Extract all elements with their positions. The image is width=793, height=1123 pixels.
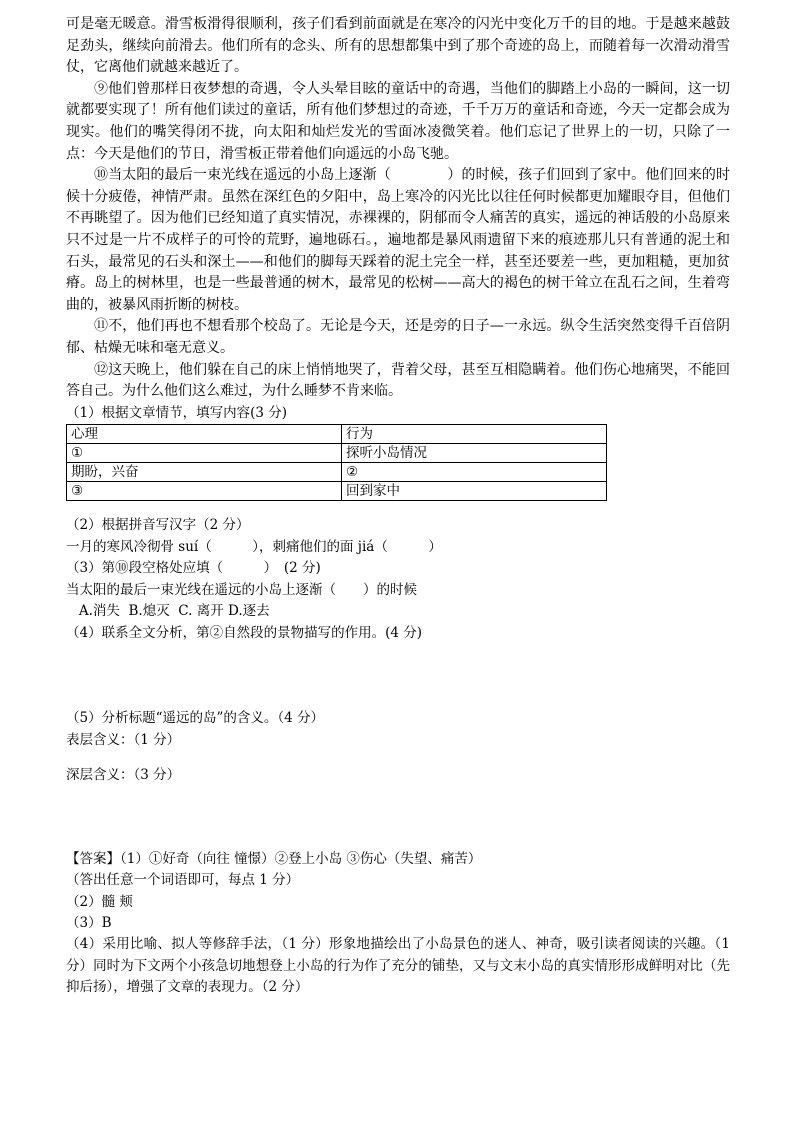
question-3-options: A.消失 B.熄灭 C. 离开 D.逐去	[66, 603, 270, 620]
question-2-line: 一月的寒风冷彻骨 suí（ ），刺痛他们的面 jiá（ ）	[66, 538, 442, 555]
table-cell: 回到家中	[342, 482, 607, 501]
answer-1: 【答案】（1）①好奇（向往 憧憬）②登上小岛 ③伤心（失望、痛苦）	[66, 850, 482, 867]
table-header-cell: 心理	[67, 425, 342, 444]
table-row	[67, 425, 607, 444]
table-cell: ③	[67, 482, 342, 501]
question-5-surface: 表层含义：（1 分）	[66, 731, 181, 748]
document-page	[66, 14, 730, 999]
question-3-line: 当太阳的最后一束光线在遥远的小岛上逐渐（ ）的时候	[66, 581, 417, 598]
table-row	[67, 463, 607, 482]
table-header-cell: 行为	[342, 425, 607, 444]
question-1: （1）根据文章情节，填写内容(3 分)	[66, 404, 288, 421]
answer-space	[66, 644, 730, 708]
passage-paragraph-11: ⑪不，他们再也不想看那个校岛了。无论是今天，还是旁的日子—一永远。纵令生活突然变得千百倍阴郁、枯燥无味和毫无意义。	[66, 318, 730, 356]
passage-paragraph-10: ⑩当太阳的最后一束光线在遥远的小岛上逐渐（ ）的时候，孩子们回到了家中。他们回来的时候十分疲倦，神情严肃。虽然在深红色的夕阳中，岛上寒冷的闪光比以往任何时候都更加耀眼夺目，但他们不再眺望了。因为他们已经知道了真实情况，赤裸裸的，阴郁而令人痛苦的真实，遥远的神话般的小岛原来只不过是一片不成样子的可怜的荒野，遍地砾石。，遍地都是暴风雨遗留下来的痕迹那儿只有普通的泥土和石头，最常见的石头和深土——和他们的脚每天踩着的泥土完全一样，甚至还要差一些，更加粗糙，更加贫瘠。岛上的树林里，也是一些最普通的树木，最常见的松树——高大的褐色的树干耸立在乱石之间，生着弯曲的，被暴风雨折断的树枝。	[66, 167, 730, 313]
passage-paragraph-12: ⑫这天晚上，他们躲在自己的床上悄悄地哭了，背着父母，甚至互相隐瞒着。他们伤心地痛哭，不能回答自己。为什么他们这么难过，为什么睡梦不肯来临。	[66, 361, 730, 400]
answer-4: （4）采用比喻、拟人等修辞手法，（1 分）形象地描绘出了小岛景色的迷人、神奇，吸引读者阅读的兴趣。（1 分）同时为下文两个小孩急切地想登上小岛的行为作了充分的铺垫，又与文末小岛的真实情形形成鲜明对比（先抑后扬），增强了文章的表现力。（2 分）	[66, 936, 730, 996]
passage-paragraph-continued: 可是毫无暖意。滑雪板滑得很顺利，孩子们看到前面就是在寒冷的闪光中变化万千的目的地。于是越来越鼓足劲头，继续向前滑去。他们所有的念头、所有的思想都集中到了那个奇迹的岛上，而随着每一次滑动滑雪仗，它离他们就越来越近了。	[66, 16, 730, 76]
table-row	[67, 482, 607, 501]
question-2: （2）根据拼音写汉字（2 分）	[66, 517, 250, 534]
answer-1-note: （答出任意一个词语即可，每点 1 分）	[66, 872, 300, 889]
passage-paragraph-9: ⑨他们曾那样日夜梦想的奇遇，令人头晕目眩的童话中的奇遇，当他们的脚踏上小岛的一瞬间，这一切就都要实现了！所有他们读过的童话，所有他们梦想过的奇迹，千千万万的童话和奇迹，今天一定都会成为现实。他们的嘴笑得闭不拢，向太阳和灿烂发光的雪面冰凌微笑着。他们忘记了世界上的一切，只除了一点：今天是他们的节日，滑雪板正带着他们向遥远的小岛飞驰。	[66, 80, 730, 162]
spacer	[66, 501, 730, 515]
answer-2: （2）髓 颊	[66, 893, 133, 910]
table-cell: ②	[342, 463, 607, 482]
question-4: （4）联系全文分析，第②自然段的景物描写的作用。(4 分)	[66, 624, 423, 641]
answer-space	[66, 787, 730, 849]
answer-table	[66, 424, 607, 501]
answer-space	[66, 751, 730, 765]
question-3: （3）第⑩段空格处应填（ ） (2 分)	[66, 560, 321, 577]
answer-3: （3）B	[66, 914, 112, 931]
question-5-deep: 深层含义：（3 分）	[66, 767, 181, 784]
question-5: （5）分析标题“遥远的岛”的含义。（4 分）	[66, 710, 325, 727]
table-cell: 探听小岛情况	[342, 444, 607, 463]
table-row	[67, 444, 607, 463]
table-cell: ①	[67, 444, 342, 463]
table-cell: 期盼，兴奋	[67, 463, 342, 482]
